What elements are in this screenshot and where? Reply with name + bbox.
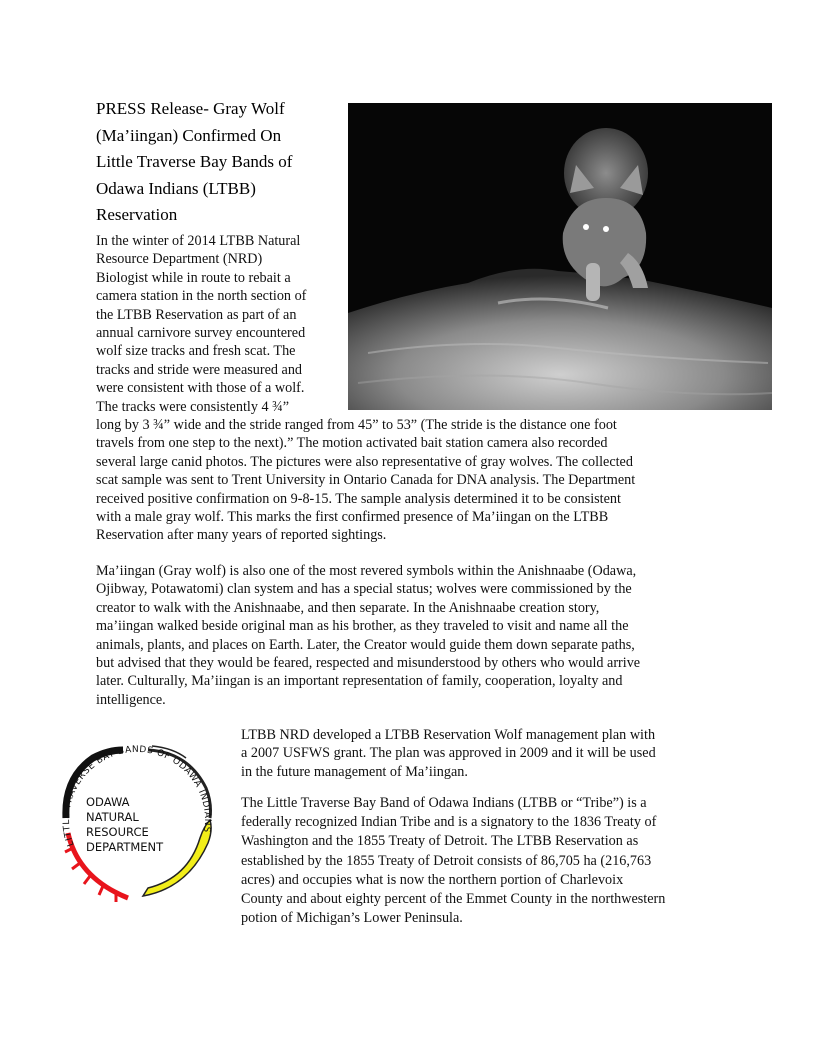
title-line: Odawa Indians (LTBB) xyxy=(96,178,256,198)
text-line: federally recognized Indian Tribe and is a signatory to the 1836 Treaty of xyxy=(241,814,657,831)
text-line: scat sample was sent to Trent University in Ontario Canada for DNA analysis. The Department xyxy=(96,472,636,489)
text-line: received positive confirmation on 9-8-15. The sample analysis determined it to be consistent xyxy=(96,490,621,507)
paragraph-1-side xyxy=(96,232,346,416)
text-line: the LTBB Reservation as part of an xyxy=(96,306,297,323)
wolf-photo-icon xyxy=(348,103,772,410)
title-line: Little Traverse Bay Bands of xyxy=(96,152,293,171)
text-line: a 2007 USFWS grant. The plan was approved in 2009 and it will be used xyxy=(241,745,656,762)
logo-line: DEPARTMENT xyxy=(86,840,164,854)
text-line: LTBB NRD developed a LTBB Reservation Wolf management plan with xyxy=(241,727,656,743)
text-line: County and about eighty percent of the Emmet County in the northwestern xyxy=(241,891,666,908)
text-line: In the winter of 2014 LTBB Natural xyxy=(96,233,301,249)
text-line: established by the 1855 Treaty of Detroit consists of 86,705 ha (216,763 xyxy=(241,852,652,869)
text-line: Biologist while in route to rebait a xyxy=(96,269,291,286)
text-line: tracks and stride were measured and xyxy=(96,361,303,378)
text-line: several large canid photos. The pictures were also representative of gray wolves. The collected xyxy=(96,453,633,470)
text-line: The Little Traverse Bay Band of Odawa Indians (LTBB or “Tribe”) is a xyxy=(241,795,647,811)
text-line: in the future management of Ma’iingan. xyxy=(241,763,468,780)
text-line: annual carnivore survey encountered xyxy=(96,325,306,342)
odawa-nrd-logo xyxy=(48,738,228,908)
paragraph-3-management-plan xyxy=(241,726,731,781)
wolf-photo xyxy=(348,103,772,410)
text-line: Washington and the 1855 Treaty of Detroit. The LTBB Reservation as xyxy=(241,833,639,850)
odawa-nrd-logo-icon xyxy=(48,738,228,908)
text-line: acres) and occupies what is now the northern portion of Charlevoix xyxy=(241,871,624,888)
paragraph-1-continued xyxy=(96,416,736,545)
logo-line: RESOURCE xyxy=(86,825,149,839)
text-line: Reservation after many years of reported sightings. xyxy=(96,527,387,544)
text-line: long by 3 ¾” wide and the stride ranged from 45” to 53” (The stride is the distance one foot xyxy=(96,417,617,433)
title-line: Reservation xyxy=(96,205,178,224)
text-line: Ojibway, Potawatomi) clan system and has a special status; wolves were commissioned by the xyxy=(96,581,632,598)
text-line: with a male gray wolf. This marks the first confirmed presence of Ma’iingan on the LTBB xyxy=(96,509,609,526)
text-line: creator to walk with the Anishnaabe, and then separate. In the Anishnaabe creation story, xyxy=(96,599,600,616)
text-line: wolf size tracks and fresh scat. The xyxy=(96,343,296,360)
title-line: (Ma’iingan) Confirmed On xyxy=(96,125,282,145)
paragraph-4-tribe-info xyxy=(241,794,731,928)
text-line: potion of Michigan’s Lower Peninsula. xyxy=(241,910,463,927)
text-line: were consistent with those of a wolf. xyxy=(96,380,305,397)
text-line: The tracks were consistently 4 ¾” xyxy=(96,398,290,415)
paragraph-2-cultural xyxy=(96,562,736,709)
logo-line: NATURAL xyxy=(86,810,139,824)
text-line: Ma’iingan (Gray wolf) is also one of the most revered symbols within the Anishnaabe (Odawa, xyxy=(96,563,637,579)
text-line: intelligence. xyxy=(96,691,166,708)
logo-line: ODAWA xyxy=(86,795,130,809)
text-line: later. Culturally, Ma’iingan is an important representation of family, cooperation, loyalty and xyxy=(96,673,623,690)
logo-ring-text: LITTLE TRAVERSE BAY BANDS OF ODAWA INDIANS xyxy=(61,744,213,848)
text-line: Resource Department (NRD) xyxy=(96,251,263,268)
text-line: animals, plants, and places on Earth. Later, the Creator would guide them down separate paths, xyxy=(96,636,635,653)
press-release-title xyxy=(96,96,346,229)
text-line: camera station in the north section of xyxy=(96,288,307,305)
text-line: but advised that they would be feared, respected and misunderstood by others who would arrive xyxy=(96,655,641,672)
text-line: travels from one step to the next).” The motion activated bait station camera also recorded xyxy=(96,435,608,452)
title-line: PRESS Release- Gray Wolf xyxy=(96,99,285,118)
text-line: ma’iingan walked beside original man as his brother, as they traveled to visit and name all the xyxy=(96,618,629,635)
